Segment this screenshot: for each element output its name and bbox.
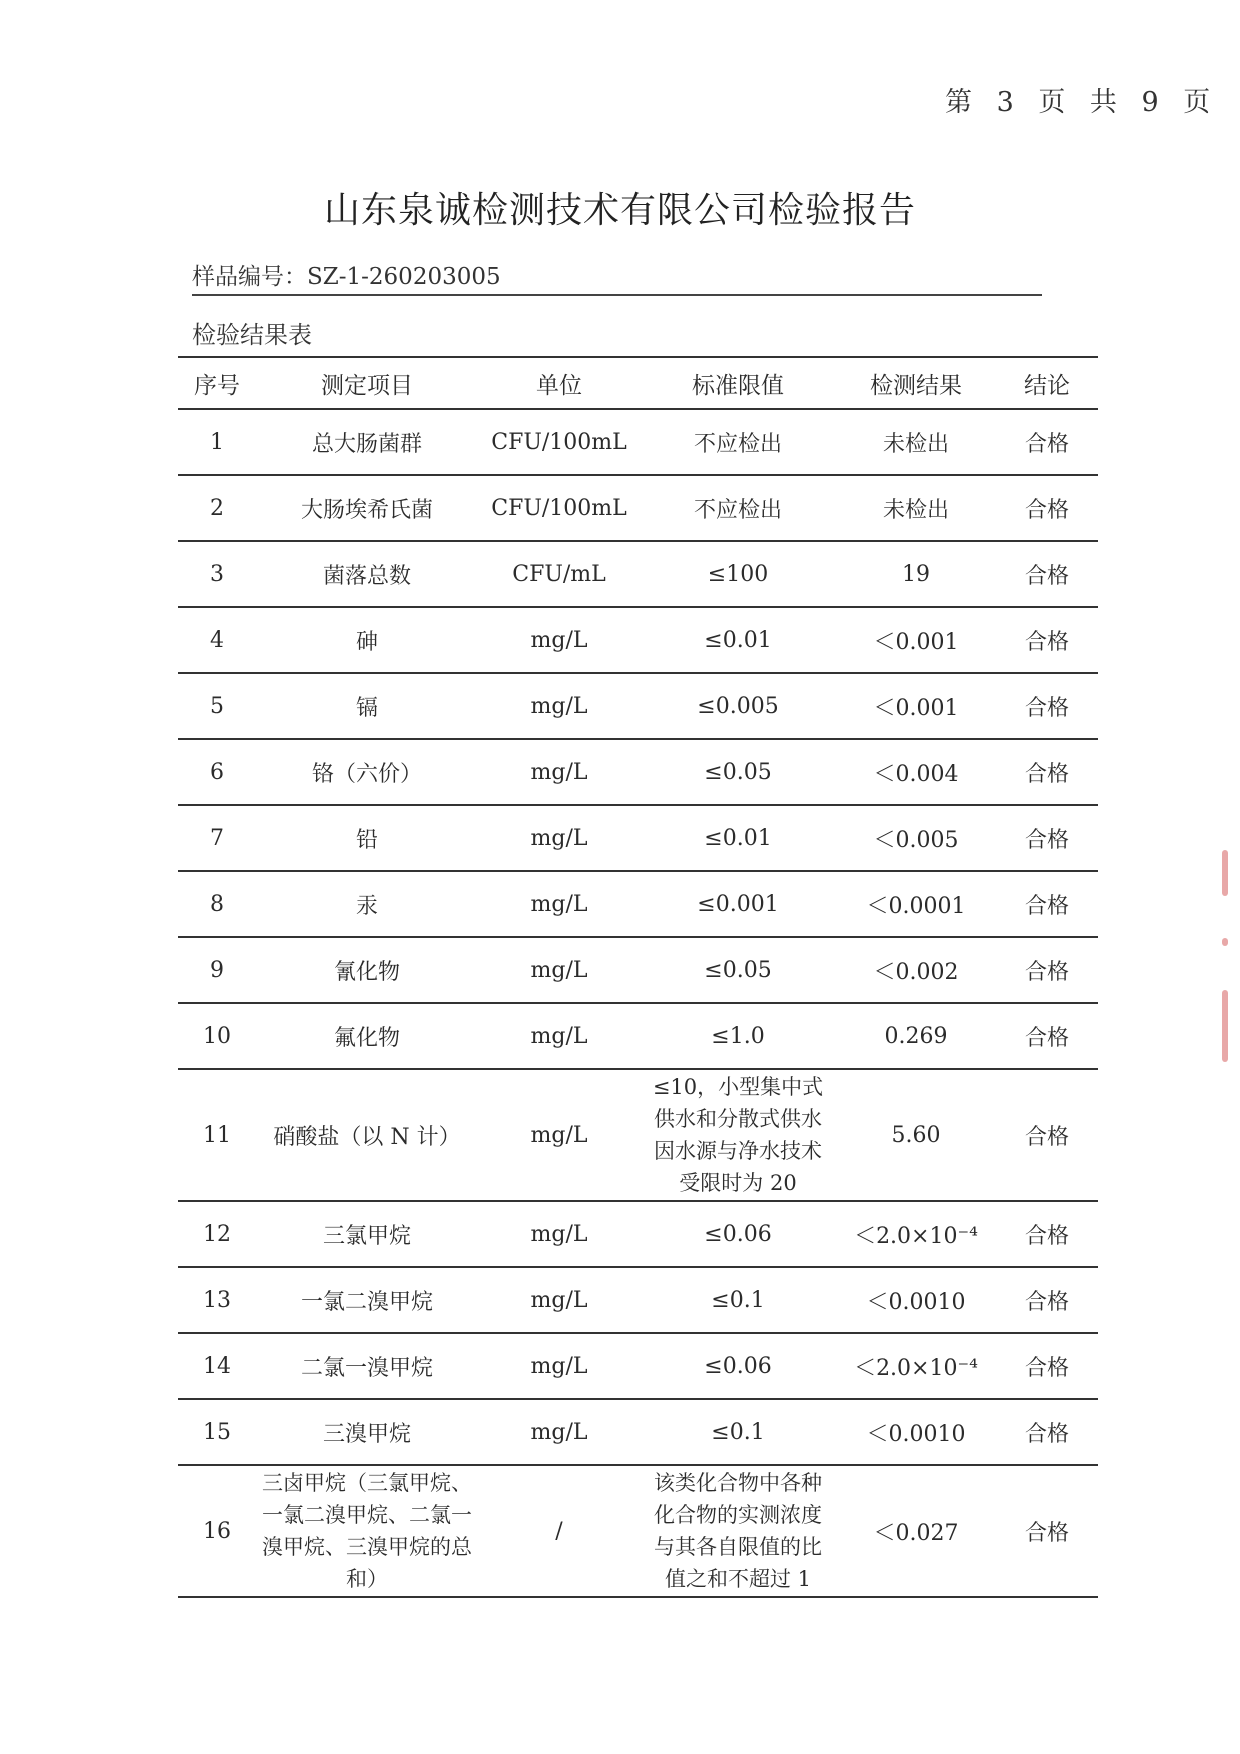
cell-conclusion: 合格 bbox=[996, 1465, 1098, 1597]
cell-item: 三氯甲烷 bbox=[256, 1201, 478, 1267]
cell-limit: 不应检出 bbox=[640, 475, 836, 541]
table-row bbox=[178, 739, 1098, 805]
cell-result: ＜2.0×10⁻⁴ bbox=[836, 1201, 996, 1267]
cell-limit: 不应检出 bbox=[640, 409, 836, 475]
cell-unit: mg/L bbox=[478, 673, 640, 739]
cell-item: 铅 bbox=[256, 805, 478, 871]
cell-result: ＜0.001 bbox=[836, 607, 996, 673]
cell-index: 10 bbox=[178, 1003, 256, 1069]
table-row bbox=[178, 1003, 1098, 1069]
cell-limit: ≤10，小型集中式供水和分散式供水因水源与净水技术受限时为 20 bbox=[640, 1069, 836, 1201]
cell-result: ＜0.002 bbox=[836, 937, 996, 1003]
cell-result: ＜0.004 bbox=[836, 739, 996, 805]
cell-conclusion: 合格 bbox=[996, 1003, 1098, 1069]
cell-result: 5.60 bbox=[836, 1069, 996, 1201]
cell-result: ＜0.0010 bbox=[836, 1267, 996, 1333]
cell-unit: mg/L bbox=[478, 739, 640, 805]
table-row bbox=[178, 409, 1098, 475]
cell-index: 1 bbox=[178, 409, 256, 475]
cell-index: 6 bbox=[178, 739, 256, 805]
cell-item: 三卤甲烷（三氯甲烷、一氯二溴甲烷、二氯一溴甲烷、三溴甲烷的总和） bbox=[256, 1465, 478, 1597]
cell-limit: ≤0.05 bbox=[640, 739, 836, 805]
cell-item: 汞 bbox=[256, 871, 478, 937]
cell-result: ＜0.0001 bbox=[836, 871, 996, 937]
cell-item: 一氯二溴甲烷 bbox=[256, 1267, 478, 1333]
cell-conclusion: 合格 bbox=[996, 475, 1098, 541]
table-row bbox=[178, 805, 1098, 871]
table-header-row bbox=[178, 357, 1098, 409]
results-table bbox=[178, 356, 1098, 1598]
cell-limit: ≤0.05 bbox=[640, 937, 836, 1003]
cell-unit: CFU/100mL bbox=[478, 475, 640, 541]
table-row bbox=[178, 607, 1098, 673]
cell-index: 9 bbox=[178, 937, 256, 1003]
cell-limit: ≤0.06 bbox=[640, 1201, 836, 1267]
column-header-unit: 单位 bbox=[478, 357, 640, 409]
cell-conclusion: 合格 bbox=[996, 805, 1098, 871]
table-row bbox=[178, 1465, 1098, 1597]
cell-conclusion: 合格 bbox=[996, 409, 1098, 475]
cell-conclusion: 合格 bbox=[996, 1267, 1098, 1333]
cell-item: 大肠埃希氏菌 bbox=[256, 475, 478, 541]
table-row bbox=[178, 541, 1098, 607]
cell-index: 2 bbox=[178, 475, 256, 541]
cell-index: 12 bbox=[178, 1201, 256, 1267]
column-header-limit: 标准限值 bbox=[640, 357, 836, 409]
cell-item: 二氯一溴甲烷 bbox=[256, 1333, 478, 1399]
table-row bbox=[178, 475, 1098, 541]
cell-item: 氰化物 bbox=[256, 937, 478, 1003]
cell-conclusion: 合格 bbox=[996, 1333, 1098, 1399]
cell-item: 菌落总数 bbox=[256, 541, 478, 607]
cell-result: ＜0.0010 bbox=[836, 1399, 996, 1465]
table-row bbox=[178, 937, 1098, 1003]
column-header-item: 测定项目 bbox=[256, 357, 478, 409]
cell-conclusion: 合格 bbox=[996, 607, 1098, 673]
cell-index: 4 bbox=[178, 607, 256, 673]
cell-unit: mg/L bbox=[478, 607, 640, 673]
table-row bbox=[178, 1267, 1098, 1333]
table-row bbox=[178, 1201, 1098, 1267]
cell-item: 三溴甲烷 bbox=[256, 1399, 478, 1465]
cell-index: 7 bbox=[178, 805, 256, 871]
cell-unit: CFU/100mL bbox=[478, 409, 640, 475]
cell-unit: mg/L bbox=[478, 1003, 640, 1069]
cell-result: 19 bbox=[836, 541, 996, 607]
cell-unit: mg/L bbox=[478, 1399, 640, 1465]
cell-limit: ≤100 bbox=[640, 541, 836, 607]
cell-result: 未检出 bbox=[836, 409, 996, 475]
section-label: 检验结果表 bbox=[192, 321, 312, 349]
cell-item: 氟化物 bbox=[256, 1003, 478, 1069]
cell-item: 镉 bbox=[256, 673, 478, 739]
cell-conclusion: 合格 bbox=[996, 541, 1098, 607]
cell-result: ＜2.0×10⁻⁴ bbox=[836, 1333, 996, 1399]
cell-limit: ≤0.01 bbox=[640, 805, 836, 871]
cell-conclusion: 合格 bbox=[996, 937, 1098, 1003]
cell-limit: ≤0.01 bbox=[640, 607, 836, 673]
cell-unit: mg/L bbox=[478, 937, 640, 1003]
cell-result: 未检出 bbox=[836, 475, 996, 541]
cell-unit: mg/L bbox=[478, 871, 640, 937]
table-row bbox=[178, 1399, 1098, 1465]
cell-conclusion: 合格 bbox=[996, 871, 1098, 937]
cell-index: 15 bbox=[178, 1399, 256, 1465]
cell-item: 硝酸盐（以 N 计） bbox=[256, 1069, 478, 1201]
cell-unit: mg/L bbox=[478, 1333, 640, 1399]
table-row bbox=[178, 871, 1098, 937]
cell-index: 3 bbox=[178, 541, 256, 607]
cell-unit: mg/L bbox=[478, 1069, 640, 1201]
cell-index: 14 bbox=[178, 1333, 256, 1399]
table-row bbox=[178, 1069, 1098, 1201]
cell-index: 11 bbox=[178, 1069, 256, 1201]
table-row bbox=[178, 1333, 1098, 1399]
column-header-index: 序号 bbox=[178, 357, 256, 409]
cell-result: ＜0.027 bbox=[836, 1465, 996, 1597]
cell-limit: ≤0.1 bbox=[640, 1267, 836, 1333]
cell-index: 13 bbox=[178, 1267, 256, 1333]
cell-unit: CFU/mL bbox=[478, 541, 640, 607]
cell-index: 5 bbox=[178, 673, 256, 739]
cell-conclusion: 合格 bbox=[996, 739, 1098, 805]
cell-unit: / bbox=[478, 1465, 640, 1597]
cell-unit: mg/L bbox=[478, 805, 640, 871]
cell-limit: ≤1.0 bbox=[640, 1003, 836, 1069]
cell-conclusion: 合格 bbox=[996, 1399, 1098, 1465]
cell-result: ＜0.005 bbox=[836, 805, 996, 871]
cell-conclusion: 合格 bbox=[996, 673, 1098, 739]
cell-limit: ≤0.001 bbox=[640, 871, 836, 937]
cell-index: 8 bbox=[178, 871, 256, 937]
cell-unit: mg/L bbox=[478, 1201, 640, 1267]
report-title: 山东泉诚检测技术有限公司检验报告 bbox=[323, 190, 916, 231]
cell-limit: ≤0.005 bbox=[640, 673, 836, 739]
cell-unit: mg/L bbox=[478, 1267, 640, 1333]
cell-item: 铬（六价） bbox=[256, 739, 478, 805]
cell-item: 砷 bbox=[256, 607, 478, 673]
cell-conclusion: 合格 bbox=[996, 1069, 1098, 1201]
cell-item: 总大肠菌群 bbox=[256, 409, 478, 475]
cell-result: 0.269 bbox=[836, 1003, 996, 1069]
seal-stamp-edge bbox=[1218, 850, 1236, 1080]
table-row bbox=[178, 673, 1098, 739]
page-number: 第 3 页 共 9 页 bbox=[945, 87, 1219, 118]
table-body bbox=[178, 409, 1098, 1597]
cell-result: ＜0.001 bbox=[836, 673, 996, 739]
cell-limit: ≤0.1 bbox=[640, 1399, 836, 1465]
sample-number: 样品编号：SZ-1-260203005 bbox=[192, 258, 1042, 296]
cell-conclusion: 合格 bbox=[996, 1201, 1098, 1267]
cell-index: 16 bbox=[178, 1465, 256, 1597]
column-header-result: 检测结果 bbox=[836, 357, 996, 409]
cell-limit: 该类化合物中各种化合物的实测浓度与其各自限值的比值之和不超过 1 bbox=[640, 1465, 836, 1597]
column-header-conclusion: 结论 bbox=[996, 357, 1098, 409]
cell-limit: ≤0.06 bbox=[640, 1333, 836, 1399]
